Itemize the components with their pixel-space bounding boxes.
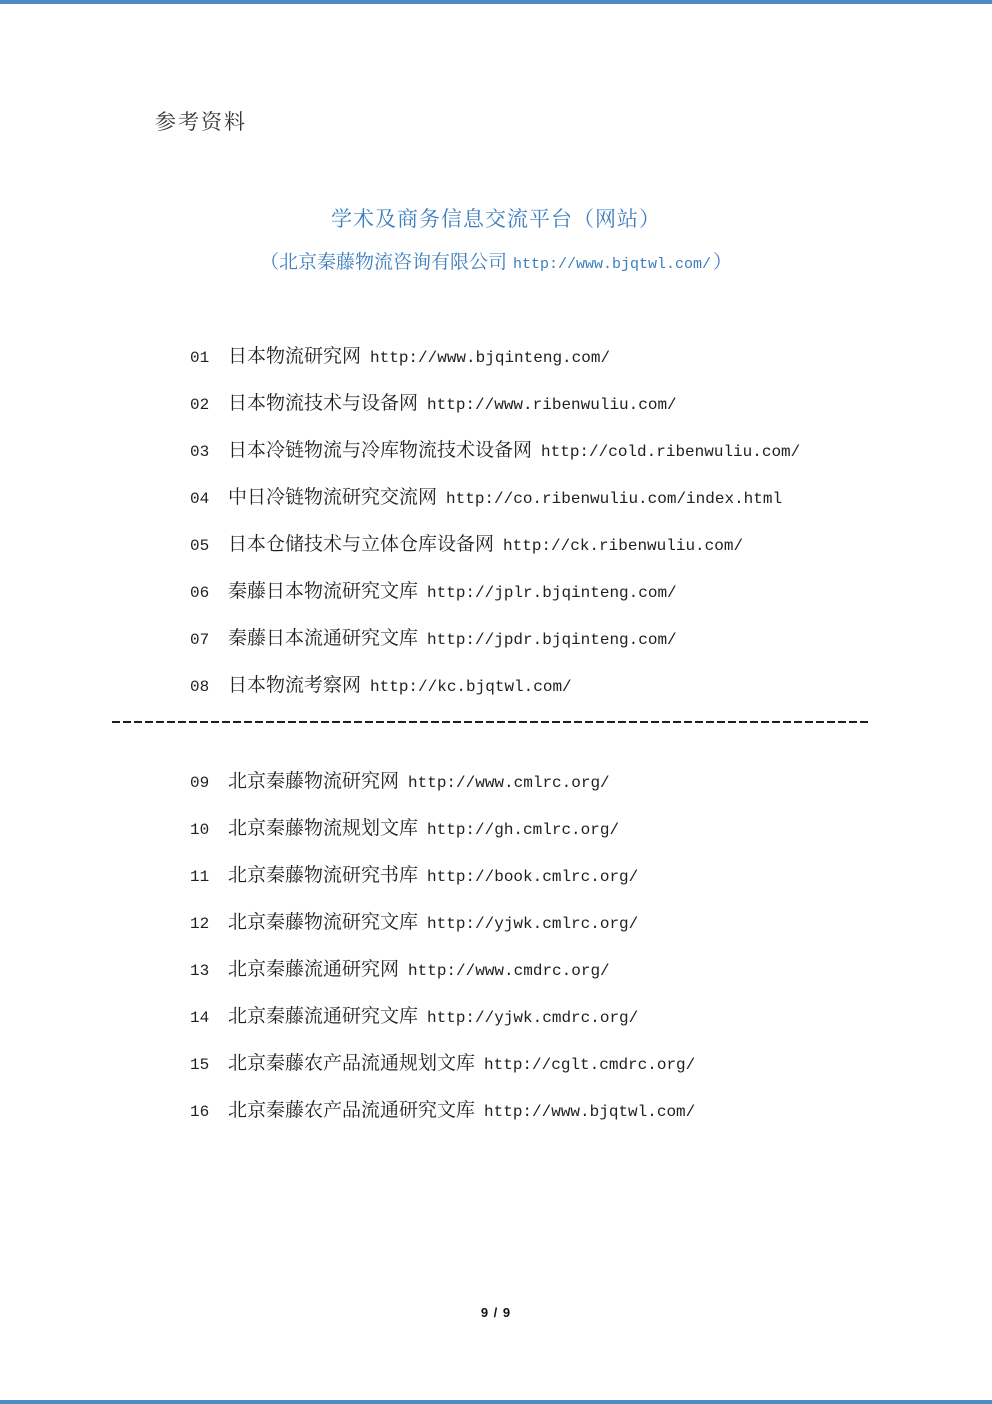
page-subtitle: [0, 251, 992, 277]
list-item: [190, 1053, 695, 1075]
item-number: 03: [190, 443, 210, 461]
site-url: http://www.bjqinteng.com/: [370, 349, 611, 367]
list-item: [190, 581, 800, 603]
page-number: 9 / 9: [480, 1305, 512, 1320]
site-url: http://book.cmlrc.org/: [427, 868, 639, 886]
site-url: http://cglt.cmdrc.org/: [484, 1056, 696, 1074]
site-name: 秦藤日本流通研究文库: [228, 628, 419, 649]
item-number: 05: [190, 537, 210, 555]
site-url: http://gh.cmlrc.org/: [427, 821, 620, 839]
list-item: [190, 1100, 695, 1122]
site-name: 北京秦藤农产品流通研究文库: [228, 1100, 476, 1121]
site-url: http://jpdr.bjqinteng.com/: [427, 631, 677, 649]
site-url: http://kc.bjqtwl.com/: [370, 678, 572, 696]
subtitle-url: http://www.bjqtwl.com/: [512, 256, 712, 273]
site-url: http://yjwk.cmdrc.org/: [427, 1009, 639, 1027]
site-url: http://co.ribenwuliu.com/index.html: [446, 490, 783, 508]
site-name: 中日冷链物流研究交流网: [228, 487, 438, 508]
japan-sites-list: [190, 346, 800, 722]
section-divider: [112, 721, 868, 723]
site-name: 日本冷链物流与冷库物流技术设备网: [228, 440, 533, 461]
site-name: 北京秦藤物流研究网: [228, 771, 400, 792]
site-name: 北京秦藤物流研究书库: [228, 865, 419, 886]
item-number: 07: [190, 631, 210, 649]
list-item: [190, 818, 695, 840]
site-name: 秦藤日本物流研究文库: [228, 581, 419, 602]
item-number: 12: [190, 915, 210, 933]
item-number: 13: [190, 962, 210, 980]
beijing-sites-list: [190, 771, 695, 1147]
site-url: http://www.bjqtwl.com/: [484, 1103, 696, 1121]
site-url: http://yjwk.cmlrc.org/: [427, 915, 639, 933]
item-number: 10: [190, 821, 210, 839]
site-url: http://jplr.bjqinteng.com/: [427, 584, 677, 602]
item-number: 06: [190, 584, 210, 602]
item-number: 02: [190, 396, 210, 414]
site-name: 北京秦藤物流规划文库: [228, 818, 419, 839]
list-item: [190, 865, 695, 887]
site-name: 日本物流研究网: [228, 346, 362, 367]
page-bottom-rule: [0, 1400, 992, 1404]
list-item: [190, 959, 695, 981]
site-name: 北京秦藤流通研究网: [228, 959, 400, 980]
item-number: 14: [190, 1009, 210, 1027]
list-item: [190, 440, 800, 462]
site-url: http://www.cmlrc.org/: [408, 774, 610, 792]
item-number: 15: [190, 1056, 210, 1074]
list-item: [190, 487, 800, 509]
site-name: 北京秦藤物流研究文库: [228, 912, 419, 933]
site-name: 日本仓储技术与立体仓库设备网: [228, 534, 495, 555]
list-item: [190, 346, 800, 368]
reference-materials-label: 参考资料: [155, 110, 247, 134]
site-name: 北京秦藤农产品流通规划文库: [228, 1053, 476, 1074]
site-name: 日本物流技术与设备网: [228, 393, 419, 414]
list-item: [190, 675, 800, 697]
subtitle-company: （北京秦藤物流咨询有限公司: [259, 252, 507, 273]
list-item: [190, 628, 800, 650]
page-top-rule: [0, 0, 992, 4]
list-item: [190, 393, 800, 415]
item-number: 08: [190, 678, 210, 696]
list-item: [190, 1006, 695, 1028]
site-url: http://cold.ribenwuliu.com/: [541, 443, 801, 461]
list-item: [190, 771, 695, 793]
subtitle-close-paren: ）: [713, 252, 733, 273]
item-number: 04: [190, 490, 210, 508]
list-item: [190, 912, 695, 934]
item-number: 01: [190, 349, 210, 367]
site-url: http://www.cmdrc.org/: [408, 962, 610, 980]
page-title: 学术及商务信息交流平台（网站）: [331, 207, 661, 231]
site-name: 日本物流考察网: [228, 675, 362, 696]
site-url: http://ck.ribenwuliu.com/: [503, 537, 744, 555]
site-name: 北京秦藤流通研究文库: [228, 1006, 419, 1027]
item-number: 11: [190, 868, 210, 886]
site-url: http://www.ribenwuliu.com/: [427, 396, 677, 414]
item-number: 16: [190, 1103, 210, 1121]
list-item: [190, 534, 800, 556]
item-number: 09: [190, 774, 210, 792]
